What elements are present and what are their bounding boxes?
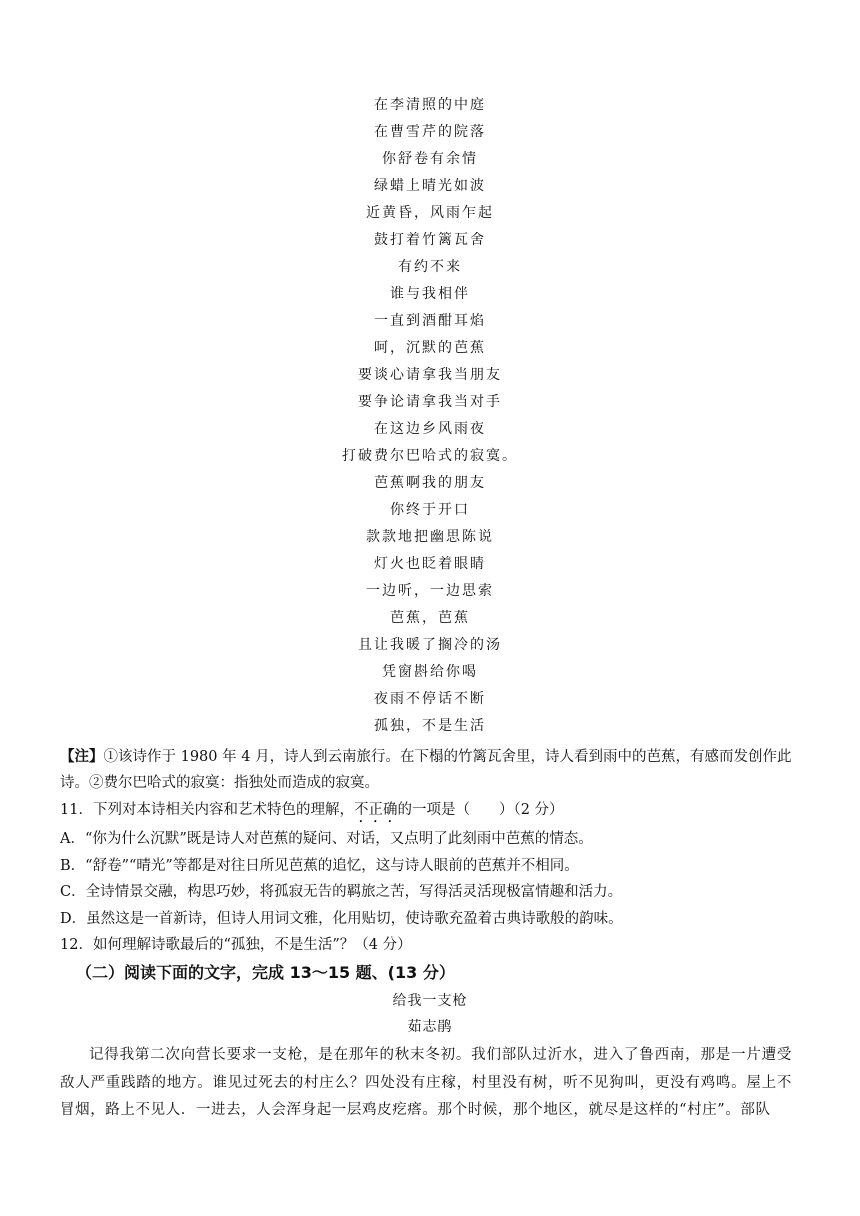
poem-line: 芭蕉啊我的朋友 (374, 475, 486, 491)
annotation-note (60, 744, 800, 796)
option-d: D．虽然这是一首新诗，但诗人用词文雅，化用贴切，使诗歌充盈着古典诗歌般的韵味。 (60, 910, 623, 927)
poem-line: 夜雨不停话不断 (374, 691, 486, 707)
option-a: A．“你为什么沉默”既是诗人对芭蕉的疑问、对话，又点明了此刻雨中芭蕉的情态。 (60, 831, 593, 847)
question-11-prefix: 11．下列对本诗相关内容和艺术特色的理解， (60, 802, 354, 818)
poem-line: 在曹雪芹的院落 (374, 124, 486, 140)
poem-line: 要争论请拿我当对手 (358, 394, 502, 410)
poem-line: 鼓打着竹篱瓦舍 (374, 232, 486, 248)
poem-line: 绿蜡上晴光如波 (374, 178, 486, 194)
poem-line: 在李清照的中庭 (374, 97, 486, 113)
poem-line: 款款地把幽思陈说 (366, 529, 494, 545)
poem-line: 有约不来 (398, 259, 462, 275)
poem-line: 呵，沉默的芭蕉 (374, 340, 486, 356)
poem-line: 灯火也眨着眼睛 (374, 556, 486, 572)
questions (60, 797, 800, 959)
poem-line: 要谈心请拿我当朋友 (358, 367, 502, 383)
poem (0, 92, 860, 740)
story-paragraph: 记得我第二次向营长要求一支枪，是在那年的秋末冬初。我们部队过沂水，进入了鲁西南，那是一片遭受敌人严重践踏的地方。谁见过死去的村庄么？四处没有庄稼，村里没有树，听不见狗叫，更没有鸡鸣。屋上不冒烟，路上不见人．一进去，人会浑身起一层鸡皮疙瘩。那个时候，那个地区，就尽是这样的“村庄”。部队 (60, 1047, 792, 1118)
question-11-suffix: 的一项是（ ）（2 分） (397, 802, 564, 818)
note-label: 【注】 (60, 748, 104, 765)
poem-line: 打破费尔巴哈式的寂寞。 (342, 448, 518, 464)
option-b: B．“舒卷”“晴光”等都是对往日所见芭蕉的追忆，这与诗人眼前的芭蕉并不相同。 (60, 857, 579, 874)
poem-line: 你终于开口 (390, 502, 470, 518)
poem-line: 一边听，一边思索 (366, 583, 494, 599)
note-text: ①该诗作于 1980 年 4 月，诗人到云南旅行。在下榻的竹篱瓦舍里，诗人看到雨中的芭蕉，有感而发创作此诗。②费尔巴哈式的寂寞：指独处而造成的寂寞。 (60, 749, 792, 791)
poem-line: 近黄昏，风雨乍起 (366, 205, 494, 221)
poem-line: 你舒卷有余情 (382, 151, 478, 167)
question-12: 12．如何理解诗歌最后的“孤独，不是生活”？（4 分） (60, 937, 412, 953)
poem-line: 谁与我相伴 (390, 286, 470, 302)
question-11-emphasis: 不正确 (353, 802, 398, 818)
poem-line: 孤独，不是生活 (374, 718, 486, 734)
option-c: C．全诗情景交融，构思巧妙，将孤寂无告的羁旅之苦，写得活灵活现极富情趣和活力。 (60, 884, 623, 900)
poem-line: 一直到酒酣耳焰 (374, 313, 486, 329)
section-heading: （二）阅读下面的文字，完成 13～15 题、(13 分） (76, 963, 455, 982)
story-title: 给我一支枪 (392, 993, 468, 1009)
poem-line: 凭窗斟给你喝 (382, 664, 478, 680)
poem-line: 且让我暖了搁冷的汤 (358, 637, 502, 653)
poem-line: 在这边乡风雨夜 (374, 421, 486, 437)
poem-line: 芭蕉，芭蕉 (390, 610, 470, 626)
story-author: 茹志鹃 (407, 1019, 453, 1035)
question-11 (60, 797, 800, 826)
